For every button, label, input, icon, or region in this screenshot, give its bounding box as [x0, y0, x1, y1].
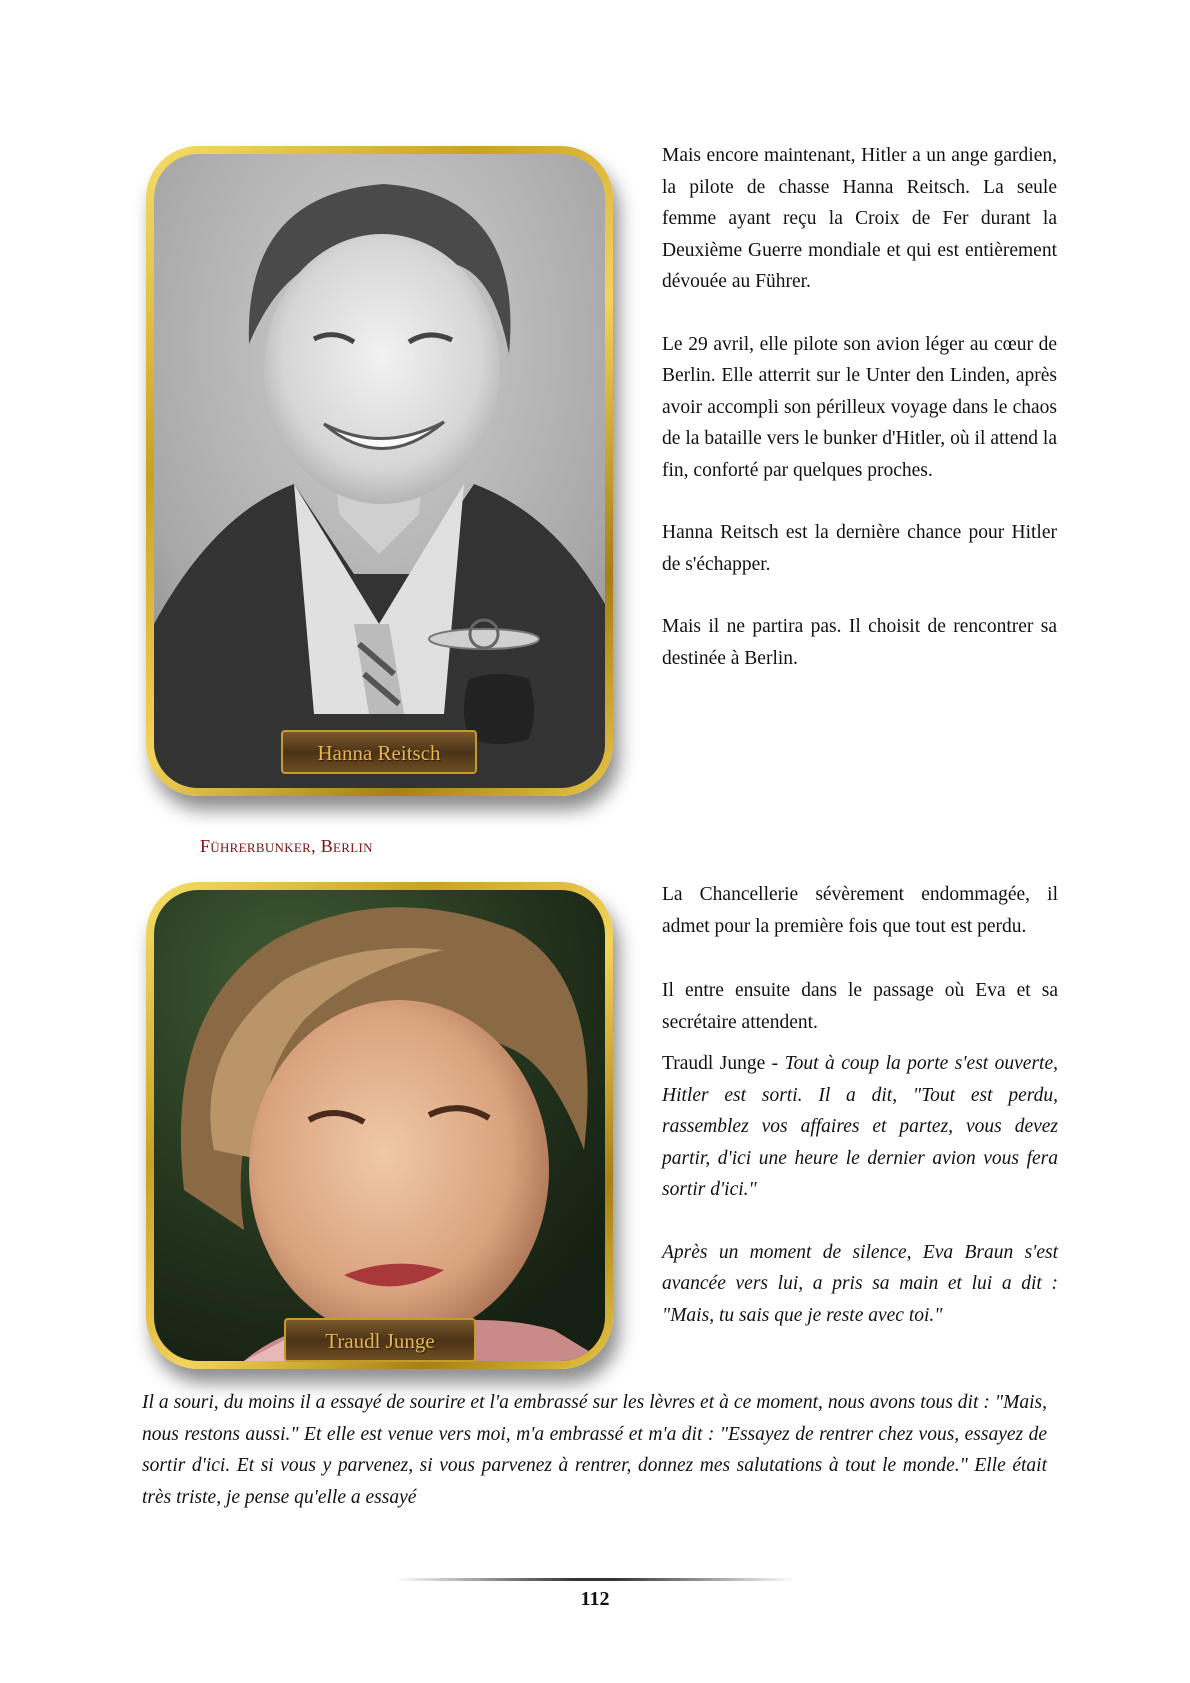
traudl-junge-photo-frame: [146, 882, 613, 1369]
paragraph-passage: Il entre ensuite dans le passage où Eva et sa secrétaire attendent.: [662, 980, 1058, 1033]
paragraph-quote-continuation: Après un moment de silence, Eva Braun s'est avancée vers lui, a pris sa main et lui a dit : "Mais, tu sais que je reste avec toi.": [662, 1241, 1058, 1326]
hanna-reitsch-caption: Hanna Reitsch: [281, 730, 477, 774]
page-number: 112: [580, 1588, 610, 1610]
paragraph-chancellery: La Chancellerie sévèrement endommagée, il admet pour la première fois que tout est perdu.: [662, 884, 1058, 937]
paragraph-last-chance: Hanna Reitsch est la dernière chance pour Hitler de s'échapper.: [662, 522, 1057, 575]
paragraph-guardian-angel: Mais encore maintenant, Hitler a un ange gardien, la pilote de chasse Hanna Reitsch. La seule femme ayant reçu la Croix de Fer durant la Deuxième Guerre mondiale et qui est entièrement dévouée au Führer.: [662, 145, 1057, 292]
middle-text-column: [662, 879, 1058, 1362]
paragraph-will-not-leave: Mais il ne partira pas. Il choisit de rencontrer sa destinée à Berlin.: [662, 616, 1057, 669]
quote-text: Tout à coup la porte s'est ouverte, Hitler est sorti. Il a dit, "Tout est perdu, rassemblez vos affaires et partez, vous devez partir, d'ici une heure le dernier avion vous fera sortir d'ici.": [662, 1053, 1058, 1200]
paragraph-april-29: Le 29 avril, elle pilote son avion léger au cœur de Berlin. Elle atterrit sur le Unter den Linden, après avoir accompli son périlleux voyage dans le chaos de la bataille vers le bunker d'Hitler, où il attend la fin, conforté par quelques proches.: [662, 333, 1057, 481]
footer-divider: [395, 1578, 795, 1581]
top-text-column: [662, 140, 1057, 705]
hanna-reitsch-photo: [154, 154, 605, 788]
hanna-reitsch-photo-frame: [146, 146, 613, 796]
bottom-quote: Il a souri, du moins il a essayé de sourire et l'a embrassé sur les lèvres et à ce moment, nous avons tous dit : "Mais, nous restons aussi." Et elle est venue vers moi, m'a embrassé et m'a dit : "Essayez de rentrer chez vous, essayez de sortir d'ici. Et si vous y parvenez, si vous parvenez à rentrer, donnez mes salutations à tout le monde." Elle était très triste, je pense qu'elle a essayé: [142, 1392, 1047, 1508]
quote-speaker: Traudl Junge -: [662, 1053, 785, 1074]
traudl-junge-caption: Traudl Junge: [284, 1318, 476, 1362]
paragraph-quote: [662, 1048, 1058, 1206]
traudl-junge-photo: [154, 890, 605, 1361]
section-heading: Führerbunker, Berlin: [200, 836, 373, 856]
